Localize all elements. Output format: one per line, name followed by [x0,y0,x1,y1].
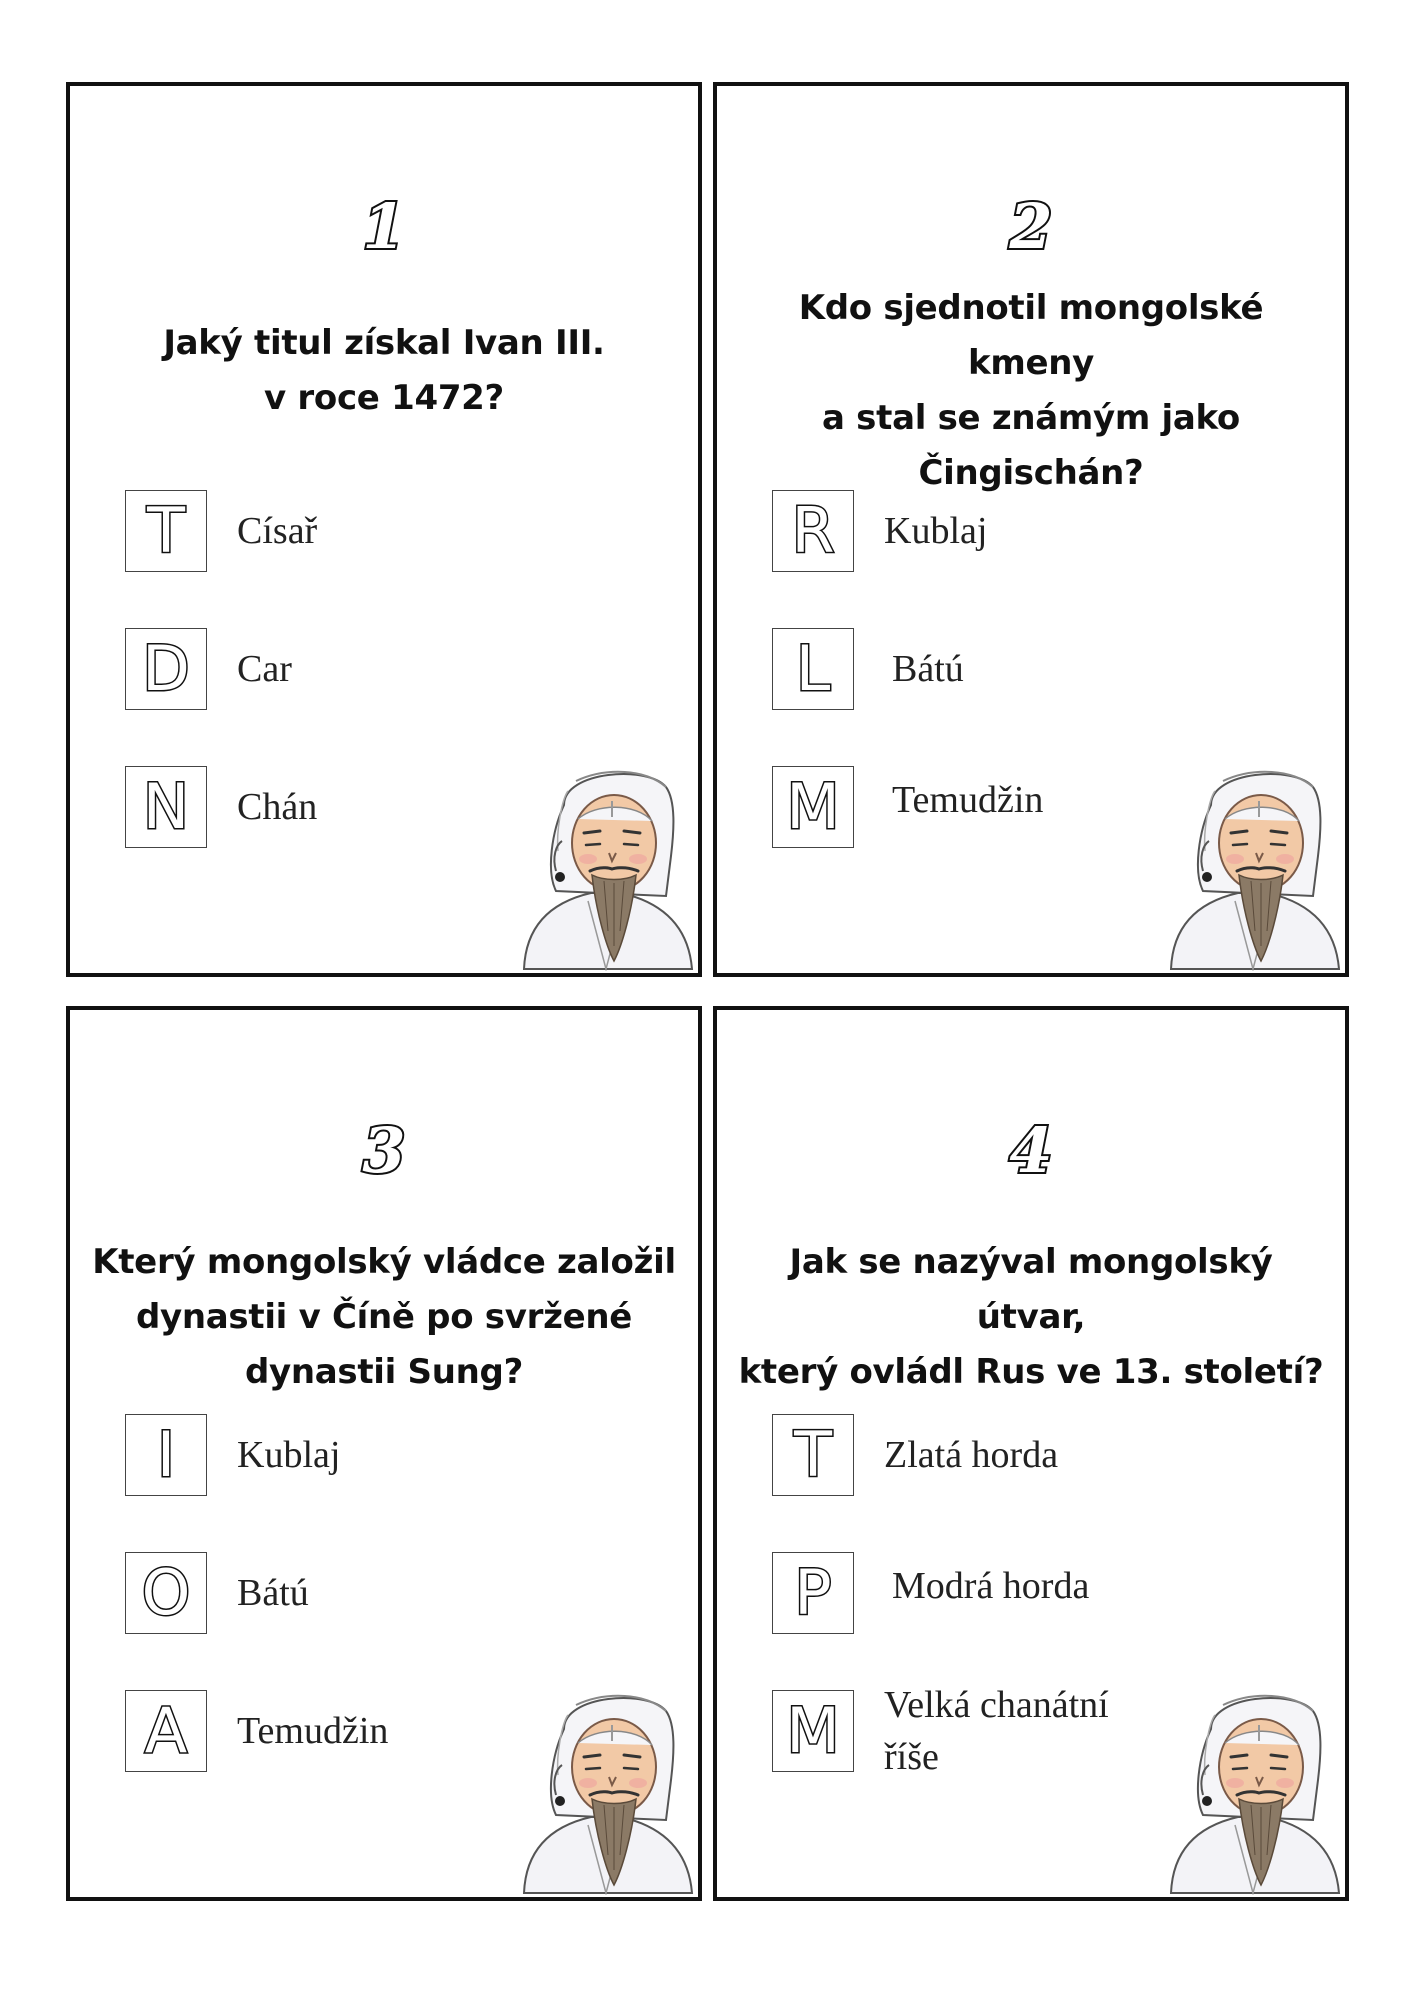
answer-option[interactable] [772,627,1192,711]
answer-letter: O [141,1556,191,1629]
answer-text: Zlatá horda [884,1434,1059,1476]
answer-text: Císař [237,510,318,552]
question-line: Jak se nazýval mongolský útvar, [789,1242,1273,1337]
card-number: 2 [1009,190,1053,263]
answer-letter: A [144,1694,188,1767]
answer-text: Temudžin [892,779,1044,821]
question-line: Jaký titul získal Ivan III. [163,323,605,363]
card-number: 1 [362,190,406,263]
answer-letter: M [786,1694,840,1767]
answer-option[interactable] [772,1413,1184,1497]
answer-option[interactable] [125,1551,537,1635]
answer-letter-box [772,490,854,572]
answer-text: Bátú [892,648,964,690]
question-line: v roce 1472? [264,378,504,418]
answer-letter-box [125,628,207,710]
card-number: 4 [1009,1114,1053,1187]
question-line: Který mongolský vládce založil [92,1242,676,1282]
answer-text: Modrá horda [892,1565,1090,1607]
answer-letter: P [794,1556,832,1629]
question-line: který ovládl Rus ve 13. století? [738,1352,1324,1392]
answer-option[interactable] [772,1551,1192,1635]
answer-option[interactable] [125,627,537,711]
answer-option[interactable] [125,765,537,849]
answer-letter: L [795,632,831,705]
answer-letter: T [794,1418,832,1491]
answer-option[interactable] [772,489,1184,573]
answer-text: Chán [237,786,318,828]
answer-letter-box [772,766,854,848]
answer-letter: R [791,494,835,567]
answer-letter-box [772,1690,854,1772]
answer-letter-box [772,1552,854,1634]
mongol-ruler-illustration-icon [1163,761,1343,971]
answer-option[interactable] [772,765,1192,849]
quiz-card-3 [66,1006,702,1901]
answer-letter: D [142,632,190,705]
answer-text: Kublaj [884,510,988,552]
question-text [737,281,1325,501]
answer-letter: N [142,770,190,843]
card-number: 3 [362,1114,406,1187]
answer-letter: I [156,1418,176,1491]
question-line: Kdo sjednotil mongolské kmeny [798,288,1264,383]
answer-letter-box [772,1414,854,1496]
answer-letter: M [786,770,840,843]
answer-letter-box [125,766,207,848]
answer-letter-box [125,1414,207,1496]
question-text [90,316,678,426]
question-line: a stal se známým jako [822,398,1240,438]
question-line: dynastii Sung? [244,1352,524,1392]
question-text [737,1235,1325,1400]
answer-letter-box [772,628,854,710]
answer-text: Kublaj [237,1434,341,1476]
answer-option[interactable] [772,1684,1144,1778]
mongol-ruler-illustration-icon [1163,1685,1343,1895]
answer-text: Velká chanátní říše [884,1684,1109,1778]
answer-text: Temudžin [237,1710,389,1752]
mongol-ruler-illustration-icon [516,1685,696,1895]
question-line: dynastii v Číně po svržené [135,1297,632,1337]
answer-letter-box [125,1690,207,1772]
mongol-ruler-illustration-icon [516,761,696,971]
quiz-card-2 [713,82,1349,977]
answer-option[interactable] [125,1413,537,1497]
answer-letter-box [125,1552,207,1634]
question-text [90,1235,678,1400]
answer-letter: T [147,494,185,567]
quiz-card-4 [713,1006,1349,1901]
answer-option[interactable] [125,1689,537,1773]
quiz-card-1 [66,82,702,977]
answer-text: Bátú [237,1572,309,1614]
answer-option[interactable] [125,489,537,573]
question-line: Čingischán? [918,453,1144,493]
answer-letter-box [125,490,207,572]
answer-text: Car [237,648,292,690]
